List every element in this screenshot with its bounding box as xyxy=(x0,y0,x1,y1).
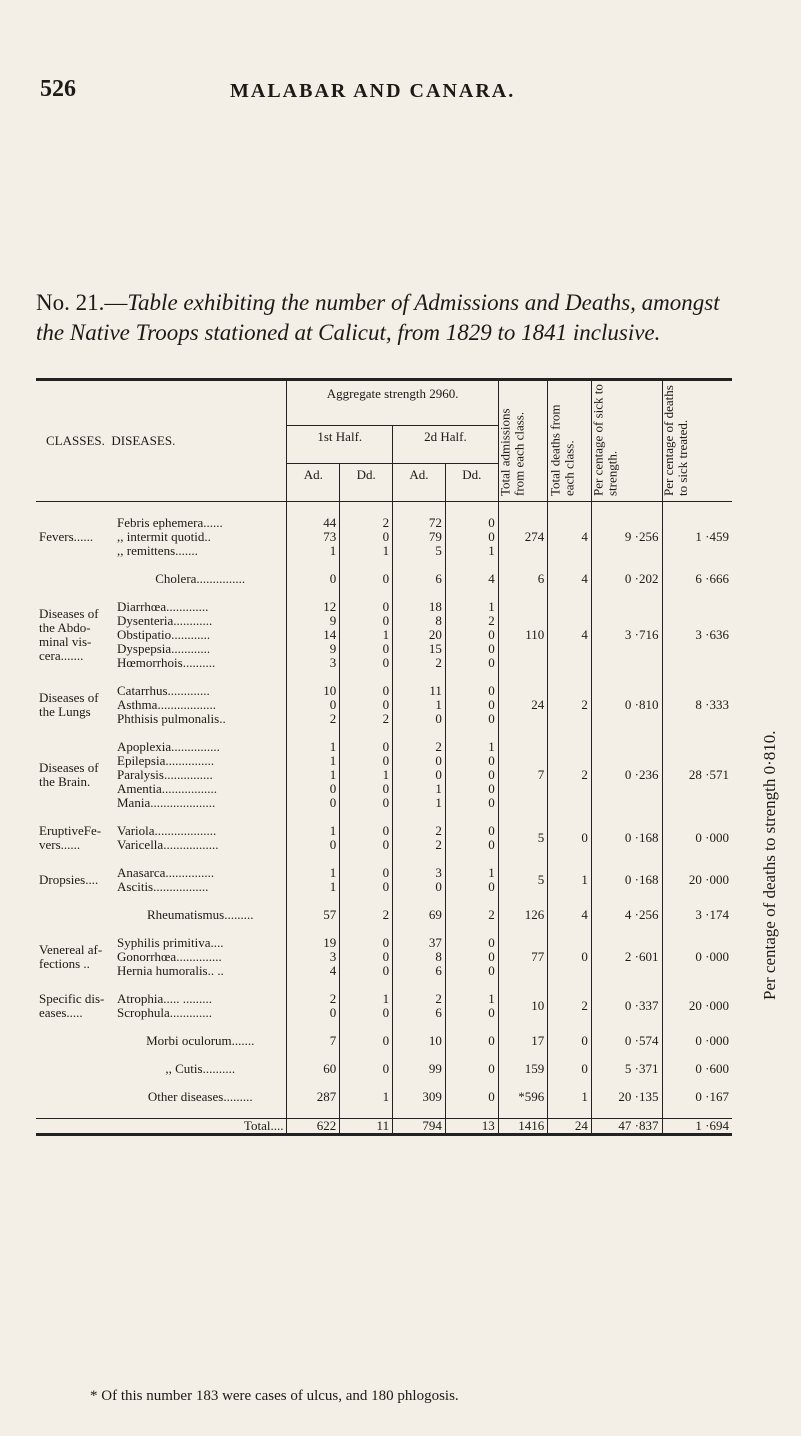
value-ad1: 3 xyxy=(287,656,340,670)
value-ad2: 18 xyxy=(393,600,446,614)
value-ad2: 309 xyxy=(393,1090,446,1104)
total-deaths: 4 xyxy=(548,516,592,558)
pct-deaths: 6 ·666 xyxy=(662,572,732,586)
class-label xyxy=(36,572,114,586)
pct-deaths: 0 ·000 xyxy=(662,936,732,978)
value-ad2: 8 xyxy=(393,614,446,628)
class-label: Venereal af-fections .. xyxy=(39,942,103,971)
table-row xyxy=(36,740,732,754)
disease-label: Other diseases......... xyxy=(147,1089,253,1104)
value-dd2: 0 xyxy=(445,1006,498,1020)
disease-label: Phthisis pulmonalis.. xyxy=(117,711,226,726)
total-admissions: 126 xyxy=(498,908,548,922)
value-ad2: 37 xyxy=(393,936,446,950)
value-dd1: 0 xyxy=(340,1062,393,1076)
value-dd1: 0 xyxy=(340,754,393,768)
group-spacer xyxy=(36,726,732,740)
value-dd2: 2 xyxy=(445,908,498,922)
pct-deaths: 20 ·000 xyxy=(662,992,732,1020)
value-dd2: 0 xyxy=(445,684,498,698)
value-dd2: 0 xyxy=(445,796,498,810)
value-ad2: 20 xyxy=(393,628,446,642)
value-ad1: 1 xyxy=(287,866,340,880)
disease-label: Anasarca............... xyxy=(117,865,215,880)
value-ad1: 0 xyxy=(287,1006,340,1020)
value-ad1: 9 xyxy=(287,614,340,628)
value-dd1: 0 xyxy=(340,796,393,810)
total-admissions: 159 xyxy=(498,1062,548,1076)
class-label: EruptiveFe-vers...... xyxy=(39,823,102,852)
value-dd1: 0 xyxy=(340,642,393,656)
class-label: Diseases of the Brain. xyxy=(39,760,99,789)
table-row xyxy=(36,992,732,1006)
value-dd1: 0 xyxy=(340,740,393,754)
group-spacer xyxy=(36,1020,732,1034)
value-ad1: 1 xyxy=(287,880,340,894)
table-row xyxy=(36,572,732,586)
table-row xyxy=(36,1034,732,1048)
total-admissions: 77 xyxy=(498,936,548,978)
class-label xyxy=(36,1034,114,1048)
total-deaths: 1 xyxy=(548,1090,592,1104)
pct-sick: 3 ·716 xyxy=(591,600,662,670)
header-deaths: Total deaths from each class. xyxy=(548,380,592,502)
value-dd2: 0 xyxy=(445,1062,498,1076)
group-spacer xyxy=(36,810,732,824)
total-admissions: 274 xyxy=(498,516,548,558)
value-ad2: 11 xyxy=(393,684,446,698)
disease-label: Obstipatio............ xyxy=(117,627,211,642)
value-dd1: 0 xyxy=(340,684,393,698)
value-dd1: 0 xyxy=(340,530,393,544)
value-dd2: 0 xyxy=(445,838,498,852)
disease-label: Epilepsia............... xyxy=(117,753,215,768)
total-ad1: 622 xyxy=(287,1119,340,1135)
table-row xyxy=(36,600,732,614)
table-row xyxy=(36,684,732,698)
value-ad1: 2 xyxy=(287,712,340,726)
table-row xyxy=(36,908,732,922)
value-dd1: 1 xyxy=(340,768,393,782)
total-label: Total.... xyxy=(243,1118,284,1133)
class-label: Fevers...... xyxy=(39,529,94,544)
total-total_adm: 1416 xyxy=(498,1119,548,1135)
value-dd2: 1 xyxy=(445,600,498,614)
disease-label: Gonorrhœa.............. xyxy=(117,949,222,964)
side-note: Per centage of deaths to strength 0·810. xyxy=(760,730,779,1000)
value-ad1: 1 xyxy=(287,824,340,838)
pct-sick: 4 ·256 xyxy=(591,908,662,922)
group-spacer xyxy=(36,922,732,936)
value-dd1: 0 xyxy=(340,824,393,838)
value-dd1: 0 xyxy=(340,838,393,852)
header-dd-1: Dd. xyxy=(340,464,393,502)
pct-sick: 2 ·601 xyxy=(591,936,662,978)
value-dd2: 0 xyxy=(445,1090,498,1104)
pct-sick: 0 ·168 xyxy=(591,824,662,852)
value-ad2: 1 xyxy=(393,796,446,810)
total-total_dth: 24 xyxy=(548,1119,592,1135)
class-label xyxy=(36,1090,114,1104)
header-classes-diseases xyxy=(36,380,287,502)
value-ad2: 3 xyxy=(393,866,446,880)
value-ad2: 0 xyxy=(393,754,446,768)
disease-label: Dyspepsia............ xyxy=(117,641,211,656)
total-deaths: 4 xyxy=(548,572,592,586)
disease-label: Scrophula............. xyxy=(117,1005,212,1020)
value-dd1: 0 xyxy=(340,782,393,796)
caption-prefix: No. 21.— xyxy=(36,290,128,315)
value-ad1: 10 xyxy=(287,684,340,698)
header-second-half: 2d Half. xyxy=(393,426,499,464)
disease-label: Diarrhœa............. xyxy=(117,599,209,614)
group-spacer xyxy=(36,852,732,866)
value-ad2: 15 xyxy=(393,642,446,656)
total-admissions: 6 xyxy=(498,572,548,586)
value-ad2: 1 xyxy=(393,782,446,796)
class-label xyxy=(36,1062,114,1076)
table-row xyxy=(36,936,732,950)
disease-label: ,, remittens....... xyxy=(117,543,198,558)
disease-label: Apoplexia............... xyxy=(117,739,220,754)
footnote: * Of this number 183 were cases of ulcus, and 180 phlogosis. xyxy=(90,1388,459,1404)
value-ad2: 79 xyxy=(393,530,446,544)
value-ad1: 2 xyxy=(287,992,340,1006)
total-deaths: 2 xyxy=(548,740,592,810)
class-label: Dropsies.... xyxy=(39,872,99,887)
value-ad1: 4 xyxy=(287,964,340,978)
value-ad1: 3 xyxy=(287,950,340,964)
header-pct-deaths: Per centage of deaths to sick treated. xyxy=(662,380,732,502)
pct-deaths: 0 ·000 xyxy=(662,824,732,852)
disease-label: Dysenteria............ xyxy=(117,613,213,628)
pct-deaths: 0 ·167 xyxy=(662,1090,732,1104)
value-dd1: 2 xyxy=(340,712,393,726)
value-ad1: 9 xyxy=(287,642,340,656)
value-dd1: 1 xyxy=(340,544,393,558)
value-dd1: 0 xyxy=(340,600,393,614)
header-classes: CLASSES. xyxy=(46,433,105,448)
value-ad1: 1 xyxy=(287,544,340,558)
value-dd1: 0 xyxy=(340,1034,393,1048)
value-dd2: 0 xyxy=(445,936,498,950)
value-ad1: 0 xyxy=(287,838,340,852)
group-spacer xyxy=(36,978,732,992)
class-label: Specific dis-eases..... xyxy=(39,991,105,1020)
value-ad1: 0 xyxy=(287,782,340,796)
group-spacer xyxy=(36,1076,732,1090)
disease-label: Atrophia..... ......... xyxy=(117,991,212,1006)
disease-label: ,, Cutis.......... xyxy=(165,1061,236,1076)
pct-deaths: 20 ·000 xyxy=(662,866,732,894)
total-admissions: 5 xyxy=(498,824,548,852)
value-ad1: 0 xyxy=(287,796,340,810)
disease-label: Hœmorrhois.......... xyxy=(117,655,216,670)
disease-label: Cholera............... xyxy=(155,571,246,586)
pct-sick: 0 ·574 xyxy=(591,1034,662,1048)
table-row xyxy=(36,1090,732,1104)
value-dd1: 0 xyxy=(340,656,393,670)
value-ad2: 0 xyxy=(393,712,446,726)
table-row xyxy=(36,866,732,880)
value-ad2: 0 xyxy=(393,880,446,894)
value-dd1: 0 xyxy=(340,614,393,628)
value-dd1: 0 xyxy=(340,950,393,964)
value-ad1: 1 xyxy=(287,768,340,782)
value-dd2: 1 xyxy=(445,740,498,754)
value-dd2: 0 xyxy=(445,698,498,712)
value-dd2: 0 xyxy=(445,628,498,642)
value-dd2: 4 xyxy=(445,572,498,586)
total-deaths: 0 xyxy=(548,824,592,852)
value-dd1: 0 xyxy=(340,866,393,880)
total-admissions: 24 xyxy=(498,684,548,726)
total-admissions: 7 xyxy=(498,740,548,810)
total-admissions: *596 xyxy=(498,1090,548,1104)
header-pct-sick: Per centage of sick to strength. xyxy=(591,380,662,502)
value-ad1: 0 xyxy=(287,698,340,712)
value-dd1: 1 xyxy=(340,1090,393,1104)
value-ad2: 2 xyxy=(393,992,446,1006)
value-dd2: 1 xyxy=(445,544,498,558)
pct-sick: 5 ·371 xyxy=(591,1062,662,1076)
group-spacer xyxy=(36,586,732,600)
total-deaths: 2 xyxy=(548,684,592,726)
value-dd2: 1 xyxy=(445,866,498,880)
value-ad2: 72 xyxy=(393,516,446,530)
total-deaths: 2 xyxy=(548,992,592,1020)
value-ad1: 7 xyxy=(287,1034,340,1048)
value-ad2: 6 xyxy=(393,1006,446,1020)
value-dd1: 2 xyxy=(340,516,393,530)
pct-deaths: 0 ·000 xyxy=(662,1034,732,1048)
class-label: Diseases of the Abdo-minal vis-cera....... xyxy=(39,606,99,663)
total-deaths: 0 xyxy=(548,1034,592,1048)
total-admissions: 10 xyxy=(498,992,548,1020)
data-table xyxy=(36,378,732,1136)
class-label: Diseases of the Lungs xyxy=(39,690,99,719)
disease-label: Variola................... xyxy=(117,823,217,838)
value-ad2: 2 xyxy=(393,656,446,670)
value-dd1: 0 xyxy=(340,936,393,950)
value-dd1: 0 xyxy=(340,698,393,712)
pct-sick: 0 ·202 xyxy=(591,572,662,586)
value-ad1: 0 xyxy=(287,572,340,586)
total-admissions: 17 xyxy=(498,1034,548,1048)
table-caption xyxy=(36,288,726,348)
pct-deaths: 0 ·600 xyxy=(662,1062,732,1076)
disease-label: Mania.................... xyxy=(117,795,216,810)
pct-sick: 0 ·236 xyxy=(591,740,662,810)
disease-label: Febris ephemera...... xyxy=(117,515,223,530)
total-deaths: 1 xyxy=(548,866,592,894)
total-admissions: 110 xyxy=(498,600,548,670)
value-dd2: 0 xyxy=(445,1034,498,1048)
disease-label: Catarrhus............. xyxy=(117,683,210,698)
total-deaths: 0 xyxy=(548,936,592,978)
value-dd2: 0 xyxy=(445,530,498,544)
total-admissions: 5 xyxy=(498,866,548,894)
disease-label: Amentia................. xyxy=(117,781,218,796)
header-aggregate: Aggregate strength 2960. xyxy=(287,380,498,426)
total-deaths: 0 xyxy=(548,1062,592,1076)
value-ad1: 44 xyxy=(287,516,340,530)
value-ad2: 1 xyxy=(393,698,446,712)
value-ad1: 287 xyxy=(287,1090,340,1104)
value-dd2: 2 xyxy=(445,614,498,628)
pct-sick: 0 ·337 xyxy=(591,992,662,1020)
value-dd2: 0 xyxy=(445,516,498,530)
pct-deaths: 3 ·636 xyxy=(662,600,732,670)
running-title: MALABAR AND CANARA. xyxy=(230,80,516,102)
value-ad2: 2 xyxy=(393,824,446,838)
total-ad2: 794 xyxy=(393,1119,446,1135)
value-dd1: 0 xyxy=(340,1006,393,1020)
group-spacer xyxy=(36,502,732,517)
value-ad2: 8 xyxy=(393,950,446,964)
value-dd2: 0 xyxy=(445,964,498,978)
value-dd1: 0 xyxy=(340,964,393,978)
value-ad1: 1 xyxy=(287,740,340,754)
header-dd-2: Dd. xyxy=(445,464,498,502)
group-spacer xyxy=(36,558,732,572)
pct-sick: 20 ·135 xyxy=(591,1090,662,1104)
disease-label: ,, intermit quotid.. xyxy=(117,529,211,544)
value-dd1: 2 xyxy=(340,908,393,922)
pct-deaths: 28 ·571 xyxy=(662,740,732,810)
value-dd2: 1 xyxy=(445,992,498,1006)
value-dd2: 0 xyxy=(445,768,498,782)
caption-text: Table exhibiting the number of Admissions and Deaths, amongst the Native Troops stationed at Calicut, from 1829 to 1841 inclusive. xyxy=(36,290,720,345)
value-dd1: 0 xyxy=(340,880,393,894)
value-ad2: 2 xyxy=(393,740,446,754)
disease-label: Asthma.................. xyxy=(117,697,216,712)
group-spacer xyxy=(36,1104,732,1119)
value-dd2: 0 xyxy=(445,712,498,726)
header-first-half: 1st Half. xyxy=(287,426,393,464)
value-ad1: 1 xyxy=(287,754,340,768)
group-spacer xyxy=(36,1048,732,1062)
value-ad2: 5 xyxy=(393,544,446,558)
disease-label: Syphilis primitiva.... xyxy=(117,935,224,950)
value-dd2: 0 xyxy=(445,782,498,796)
total-dd1: 11 xyxy=(340,1119,393,1135)
value-dd1: 1 xyxy=(340,628,393,642)
group-spacer xyxy=(36,894,732,908)
header-ad-2: Ad. xyxy=(393,464,446,502)
group-spacer xyxy=(36,670,732,684)
table-row xyxy=(36,516,732,530)
value-dd2: 0 xyxy=(445,824,498,838)
header-admissions: Total admissions from each class. xyxy=(498,380,548,502)
table-row xyxy=(36,824,732,838)
pct-sick: 0 ·810 xyxy=(591,684,662,726)
value-dd1: 1 xyxy=(340,992,393,1006)
value-ad1: 60 xyxy=(287,1062,340,1076)
class-label xyxy=(36,908,114,922)
total-pct_deaths: 1 ·694 xyxy=(662,1119,732,1135)
value-dd2: 0 xyxy=(445,754,498,768)
value-ad2: 2 xyxy=(393,838,446,852)
total-dd2: 13 xyxy=(445,1119,498,1135)
page-number: 526 xyxy=(40,76,76,102)
total-pct_sick: 47 ·837 xyxy=(591,1119,662,1135)
total-deaths: 4 xyxy=(548,600,592,670)
pct-deaths: 1 ·459 xyxy=(662,516,732,558)
value-dd2: 0 xyxy=(445,950,498,964)
table-row xyxy=(36,1062,732,1076)
disease-label: Paralysis............... xyxy=(117,767,213,782)
pct-sick: 0 ·168 xyxy=(591,866,662,894)
disease-label: Rheumatismus......... xyxy=(146,907,254,922)
value-ad2: 10 xyxy=(393,1034,446,1048)
pct-deaths: 3 ·174 xyxy=(662,908,732,922)
value-dd2: 0 xyxy=(445,656,498,670)
disease-label: Ascitis................. xyxy=(117,879,209,894)
disease-label: Varicella................. xyxy=(117,837,219,852)
table-body xyxy=(36,502,732,1135)
header-diseases: DISEASES. xyxy=(111,433,176,448)
value-ad2: 6 xyxy=(393,572,446,586)
value-ad1: 14 xyxy=(287,628,340,642)
value-ad1: 57 xyxy=(287,908,340,922)
disease-label: Morbi oculorum....... xyxy=(146,1033,255,1048)
total-row xyxy=(36,1119,732,1135)
value-ad2: 99 xyxy=(393,1062,446,1076)
pct-deaths: 8 ·333 xyxy=(662,684,732,726)
pct-sick: 9 ·256 xyxy=(591,516,662,558)
value-ad2: 69 xyxy=(393,908,446,922)
total-deaths: 4 xyxy=(548,908,592,922)
disease-label: Hernia humoralis.. .. xyxy=(117,963,224,978)
value-ad1: 19 xyxy=(287,936,340,950)
value-ad2: 6 xyxy=(393,964,446,978)
value-dd2: 0 xyxy=(445,642,498,656)
value-dd2: 0 xyxy=(445,880,498,894)
header-ad-1: Ad. xyxy=(287,464,340,502)
value-ad1: 12 xyxy=(287,600,340,614)
value-dd1: 0 xyxy=(340,572,393,586)
value-ad1: 73 xyxy=(287,530,340,544)
value-ad2: 0 xyxy=(393,768,446,782)
